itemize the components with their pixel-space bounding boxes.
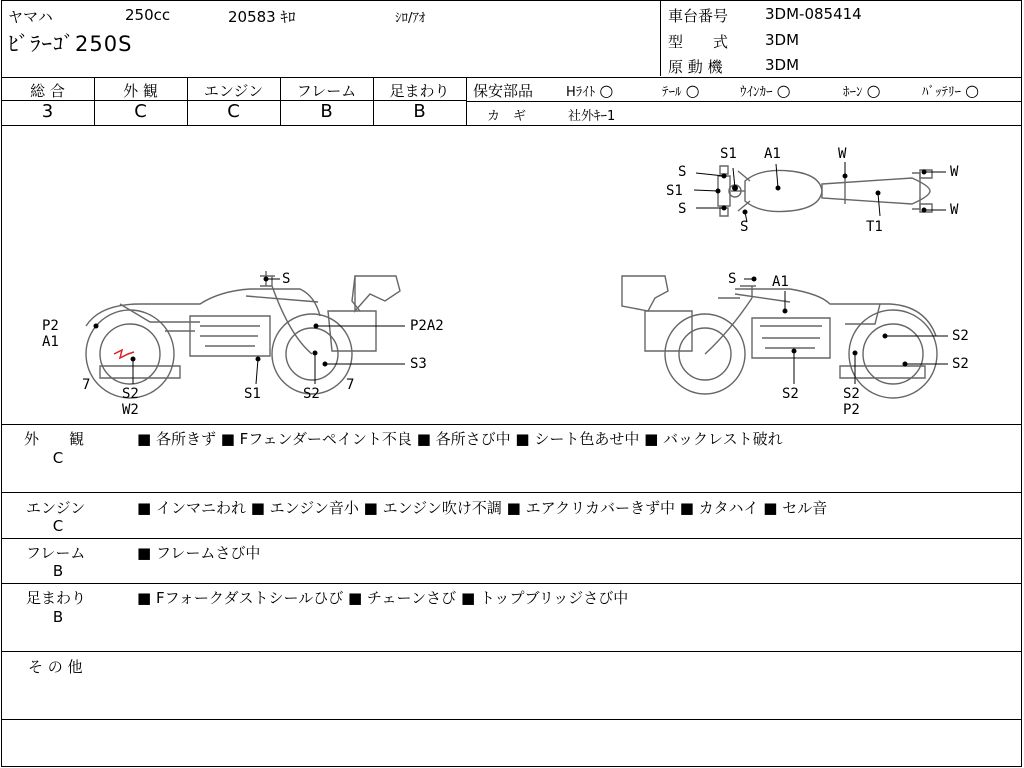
section-engine-grade: C xyxy=(52,517,64,535)
divider xyxy=(660,0,661,76)
maker: ヤマハ xyxy=(8,8,53,26)
divider xyxy=(466,77,467,125)
divider xyxy=(1,424,1022,425)
mileage: 20583 ｷﾛ xyxy=(228,8,296,26)
diag-label: P2 xyxy=(42,318,59,334)
section-engine-notes: ■ インマニわれ ■ エンジン音小 ■ エンジン吹け不調 ■ エアクリカバーきず中 ■ カタハイ ■ セル音 xyxy=(137,499,828,517)
diag-label: S xyxy=(740,219,749,235)
diag-label: P2 xyxy=(843,402,860,418)
divider xyxy=(1,77,1022,78)
divider xyxy=(1,538,1022,539)
grade-suspension: B xyxy=(413,101,426,122)
frame-no-label: 車台番号 xyxy=(668,7,729,25)
diag-label: S xyxy=(678,164,687,180)
diag-label: 7 xyxy=(346,377,355,393)
diag-label: A1 xyxy=(772,274,789,290)
grade-suspension-label: 足まわり xyxy=(389,82,450,100)
section-other-title: そ の 他 xyxy=(28,658,83,676)
divider xyxy=(1,492,1022,493)
diag-label: A1 xyxy=(764,146,781,162)
grade-engine: C xyxy=(227,101,240,122)
grade-exterior-label: 外 観 xyxy=(123,82,158,100)
diag-label: S xyxy=(282,271,291,287)
model-label: 型 式 xyxy=(668,33,729,51)
grade-exterior: C xyxy=(134,101,147,122)
diag-label: S xyxy=(678,201,687,217)
diag-label: S2 xyxy=(952,356,969,372)
section-exterior-grade: C xyxy=(52,449,64,467)
diag-label: W xyxy=(950,164,959,180)
diag-label: S2 xyxy=(843,386,860,402)
diag-label: T1 xyxy=(866,219,883,235)
diag-label: A1 xyxy=(42,334,59,350)
engine-code: 3DM xyxy=(765,56,800,74)
diag-label: S2 xyxy=(303,386,320,402)
safety-item-headlight: Hﾗｲﾄ ○ xyxy=(566,81,614,100)
diag-label: S2 xyxy=(122,386,139,402)
section-frame-grade: B xyxy=(52,562,64,580)
grade-engine-label: エンジン xyxy=(203,82,264,100)
top-view-bike xyxy=(718,166,932,216)
damage-mark-w2 xyxy=(114,350,134,358)
diag-label: S2 xyxy=(782,386,799,402)
divider xyxy=(467,101,1022,102)
key-label: カ ギ xyxy=(487,109,527,124)
section-exterior-title: 外 観 xyxy=(24,430,85,448)
key-value: 社外ｷｰ1 xyxy=(568,109,616,124)
engine-label: 原 動 機 xyxy=(668,58,723,76)
diag-label: 7 xyxy=(82,377,91,393)
right-view-bike xyxy=(622,276,937,398)
color: ｼﾛ/ｱｵ xyxy=(395,11,426,26)
grade-frame: B xyxy=(320,101,333,122)
diag-label: S3 xyxy=(410,356,427,372)
diag-label: W2 xyxy=(122,402,139,418)
diag-label: W xyxy=(838,146,847,162)
diag-label: S1 xyxy=(666,183,683,199)
section-suspension-notes: ■ Fフォークダストシールひび ■ チェーンさび ■ トップブリッジさび中 xyxy=(137,589,629,607)
section-exterior-notes: ■ 各所きず ■ Fフェンダーペイント不良 ■ 各所さび中 ■ シート色あせ中 ■ バックレスト破れ xyxy=(137,430,783,448)
safety-item-horn: ﾎｰﾝ ○ xyxy=(843,81,881,100)
model-code: 3DM xyxy=(765,31,800,49)
bike-diagram xyxy=(0,126,1024,424)
safety-item-battery: ﾊﾞｯﾃﾘｰ ○ xyxy=(922,81,980,100)
safety-label: 保安部品 xyxy=(473,82,534,100)
section-frame-notes: ■ フレームさび中 xyxy=(137,544,261,562)
diag-label: S1 xyxy=(720,146,737,162)
diag-label: P2A2 xyxy=(410,318,444,334)
displacement: 250cc xyxy=(125,6,171,24)
divider xyxy=(1,719,1022,720)
safety-item-winker: ｳｲﾝｶｰ ○ xyxy=(740,81,791,100)
diag-label: S2 xyxy=(952,328,969,344)
divider xyxy=(1,651,1022,652)
frame-no: 3DM-085414 xyxy=(765,5,862,23)
section-engine-title: エンジン xyxy=(26,499,86,517)
grade-frame-label: フレーム xyxy=(296,82,357,100)
section-suspension-grade: B xyxy=(52,608,64,626)
safety-item-tail: ﾃｰﾙ ○ xyxy=(662,81,700,100)
grade-overall-label: 総 合 xyxy=(30,82,65,100)
divider xyxy=(1,583,1022,584)
diag-label: S xyxy=(728,271,737,287)
grade-overall: 3 xyxy=(41,101,54,122)
section-frame-title: フレーム xyxy=(26,544,86,562)
diag-label: W xyxy=(950,202,959,218)
model-name: ﾋﾞﾗｰｺﾞ250S xyxy=(8,32,133,56)
diag-label: S1 xyxy=(244,386,261,402)
section-suspension-title: 足まわり xyxy=(26,589,87,607)
